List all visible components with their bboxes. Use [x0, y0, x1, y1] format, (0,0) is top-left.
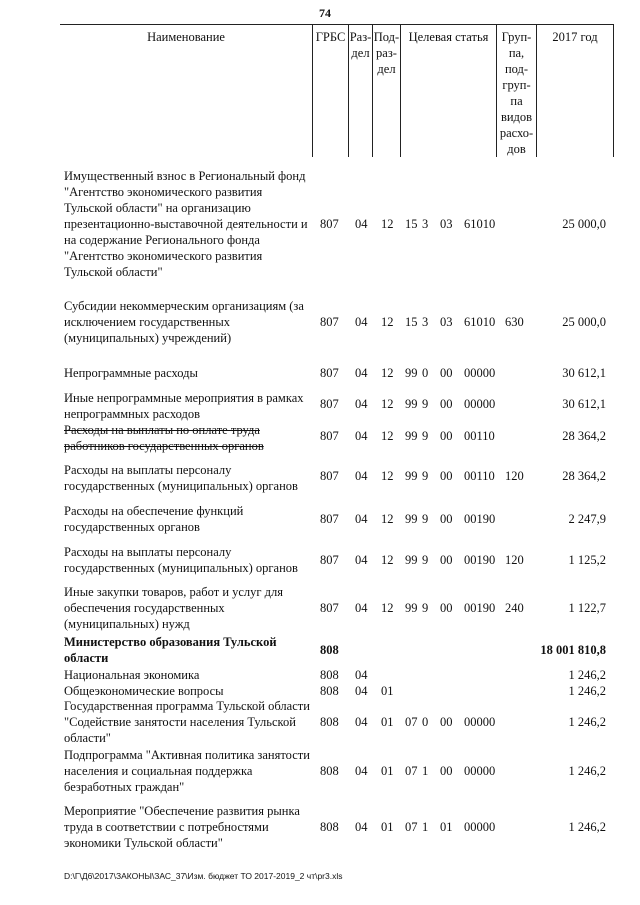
row-target-3: 00 [440, 553, 453, 567]
table-header [60, 24, 614, 157]
page-number: 74 [319, 6, 331, 20]
row-sum: 30 612,1 [562, 366, 606, 380]
row-sum: 1 246,2 [568, 684, 606, 698]
row-razdel: 04 [355, 366, 368, 380]
row-target-1: 15 [405, 217, 418, 231]
row-target-2: 0 [422, 715, 429, 729]
row-name: Иные непрограммные мероприятия в рамках непрограммных расходов [64, 391, 304, 421]
row-target-2: 9 [422, 601, 429, 615]
row-grbs: 807 [320, 217, 339, 231]
row-podrazdel: 12 [381, 315, 394, 329]
row-sum: 28 364,2 [562, 429, 606, 443]
row-target-4: 00110 [464, 429, 495, 443]
row-razdel: 04 [355, 429, 368, 443]
row-sum: 1 125,2 [568, 553, 606, 567]
row-name: Имущественный взнос в Региональный фонд "Агентство экономического развития Тульской области" на организацию презентационно-выставочной деятельности и на содержание Регионального фонда "Агентство экономического развития Тульской области" [64, 169, 308, 279]
row-name: Общеэкономические вопросы [64, 684, 224, 698]
row-target-1: 07 [405, 820, 418, 834]
row-target-4: 61010 [464, 217, 496, 231]
row-target-1: 99 [405, 366, 418, 380]
row-grbs: 808 [320, 668, 339, 682]
row-razdel: 04 [355, 764, 368, 778]
row-target-2: 9 [422, 397, 429, 411]
row-target-3: 00 [440, 469, 453, 483]
row-target-3: 00 [440, 715, 453, 729]
row-grbs: 807 [320, 601, 339, 615]
row-target-1: 99 [405, 601, 418, 615]
row-name: Подпрограмма "Активная политика занятости населения и социальная поддержка безработных граждан" [64, 748, 310, 794]
row-grbs: 807 [320, 512, 339, 526]
row-grbs: 807 [320, 429, 339, 443]
row-target-2: 0 [422, 366, 429, 380]
row-name: Мероприятие "Обеспечение развития рынка труда в соответствии с потребностями экономики Тульской области" [64, 804, 300, 850]
row-sum: 1 122,7 [568, 601, 606, 615]
row-sum: 30 612,1 [562, 397, 606, 411]
row-sum: 28 364,2 [562, 469, 606, 483]
row-group: 240 [505, 601, 524, 615]
row-group: 120 [505, 469, 524, 483]
row-sum: 1 246,2 [568, 668, 606, 682]
row-podrazdel: 01 [381, 764, 394, 778]
row-target-3: 00 [440, 366, 453, 380]
row-name: Расходы на выплаты персоналу государственных (муниципальных) органов [64, 463, 298, 493]
row-target-4: 00000 [464, 397, 496, 411]
row-name: Расходы на выплаты персоналу государственных (муниципальных) органов [64, 545, 298, 575]
row-razdel: 04 [355, 553, 368, 567]
header-target: Целевая статья [400, 25, 496, 157]
row-target-3: 03 [440, 217, 453, 231]
row-podrazdel: 01 [381, 820, 394, 834]
header-razdel: Раз- дел [348, 25, 372, 157]
row-grbs: 808 [320, 764, 339, 778]
row-podrazdel: 12 [381, 512, 394, 526]
row-target-4: 00000 [464, 366, 496, 380]
row-target-2: 3 [422, 315, 429, 329]
row-target-3: 00 [440, 764, 453, 778]
row-razdel: 04 [355, 469, 368, 483]
file-path-footer: D:\Г\Д6\2017\ЗАКОНЫ\ЗАС_37\Изм. бюджет ТО 2017-2019_2 чт\pr3.xls [64, 871, 343, 881]
row-grbs: 808 [320, 643, 339, 657]
row-razdel: 04 [355, 397, 368, 411]
row-target-3: 00 [440, 429, 453, 443]
row-target-1: 07 [405, 715, 418, 729]
row-razdel: 04 [355, 217, 368, 231]
row-podrazdel: 12 [381, 429, 394, 443]
row-target-3: 03 [440, 315, 453, 329]
row-target-3: 00 [440, 512, 453, 526]
row-target-2: 1 [422, 764, 429, 778]
row-podrazdel: 01 [381, 715, 394, 729]
row-target-4: 61010 [464, 315, 496, 329]
row-name: Министерство образования Тульской области [64, 635, 277, 665]
row-razdel: 04 [355, 512, 368, 526]
row-sum: 25 000,0 [562, 217, 606, 231]
row-group: 630 [505, 315, 524, 329]
row-razdel: 04 [355, 684, 368, 698]
row-name: Расходы на выплаты по оплате труда работников государственных органов [64, 423, 264, 453]
row-grbs: 808 [320, 820, 339, 834]
row-grbs: 807 [320, 315, 339, 329]
row-target-4: 00190 [464, 601, 496, 615]
row-sum: 2 247,9 [568, 512, 606, 526]
row-target-4: 00110 [464, 469, 495, 483]
row-razdel: 04 [355, 668, 368, 682]
row-name: Субсидии некоммерческим организациям (за исключением государственных (муниципальных) учреждений) [64, 299, 304, 345]
row-target-3: 00 [440, 601, 453, 615]
row-target-4: 00000 [464, 820, 496, 834]
row-target-2: 9 [422, 553, 429, 567]
header-grbs: ГРБС [312, 25, 348, 157]
row-razdel: 04 [355, 315, 368, 329]
row-target-1: 99 [405, 469, 418, 483]
row-target-4: 00000 [464, 764, 496, 778]
row-target-1: 99 [405, 397, 418, 411]
row-sum: 18 001 810,8 [540, 643, 606, 657]
row-podrazdel: 12 [381, 397, 394, 411]
row-podrazdel: 12 [381, 217, 394, 231]
row-grbs: 808 [320, 684, 339, 698]
header-name: Наименование [147, 30, 225, 44]
row-sum: 1 246,2 [568, 764, 606, 778]
row-sum: 25 000,0 [562, 315, 606, 329]
row-target-1: 07 [405, 764, 418, 778]
row-grbs: 807 [320, 366, 339, 380]
row-name: Иные закупки товаров, работ и услуг для обеспечения государственных (муниципальных) нужд [64, 585, 284, 631]
row-group: 120 [505, 553, 524, 567]
row-target-3: 00 [440, 397, 453, 411]
header-podrazdel: Под- раз- дел [372, 25, 400, 157]
row-sum: 1 246,2 [568, 715, 606, 729]
header-year: 2017 год [536, 25, 614, 157]
row-podrazdel: 01 [381, 684, 394, 698]
row-sum: 1 246,2 [568, 820, 606, 834]
row-podrazdel: 12 [381, 601, 394, 615]
row-target-2: 3 [422, 217, 429, 231]
row-razdel: 04 [355, 820, 368, 834]
row-target-1: 99 [405, 512, 418, 526]
row-target-1: 99 [405, 429, 418, 443]
row-razdel: 04 [355, 715, 368, 729]
row-target-4: 00190 [464, 553, 496, 567]
row-target-2: 1 [422, 820, 429, 834]
row-name: Непрограммные расходы [64, 366, 198, 380]
row-grbs: 807 [320, 397, 339, 411]
header-group: Груп- па, под- груп- па видов расхо- дов [496, 25, 536, 157]
row-podrazdel: 12 [381, 469, 394, 483]
row-target-3: 01 [440, 820, 453, 834]
row-target-2: 9 [422, 512, 429, 526]
row-target-4: 00000 [464, 715, 496, 729]
row-target-4: 00190 [464, 512, 496, 526]
row-grbs: 807 [320, 553, 339, 567]
row-name: Государственная программа Тульской области "Содействие занятости населения Тульской области" [64, 699, 310, 745]
row-podrazdel: 12 [381, 366, 394, 380]
row-target-2: 9 [422, 429, 429, 443]
row-name: Расходы на обеспечение функций государственных органов [64, 504, 244, 534]
row-target-1: 15 [405, 315, 418, 329]
row-grbs: 807 [320, 469, 339, 483]
row-grbs: 808 [320, 715, 339, 729]
row-razdel: 04 [355, 601, 368, 615]
row-target-2: 9 [422, 469, 429, 483]
row-name: Национальная экономика [64, 668, 200, 682]
row-target-1: 99 [405, 553, 418, 567]
row-podrazdel: 12 [381, 553, 394, 567]
